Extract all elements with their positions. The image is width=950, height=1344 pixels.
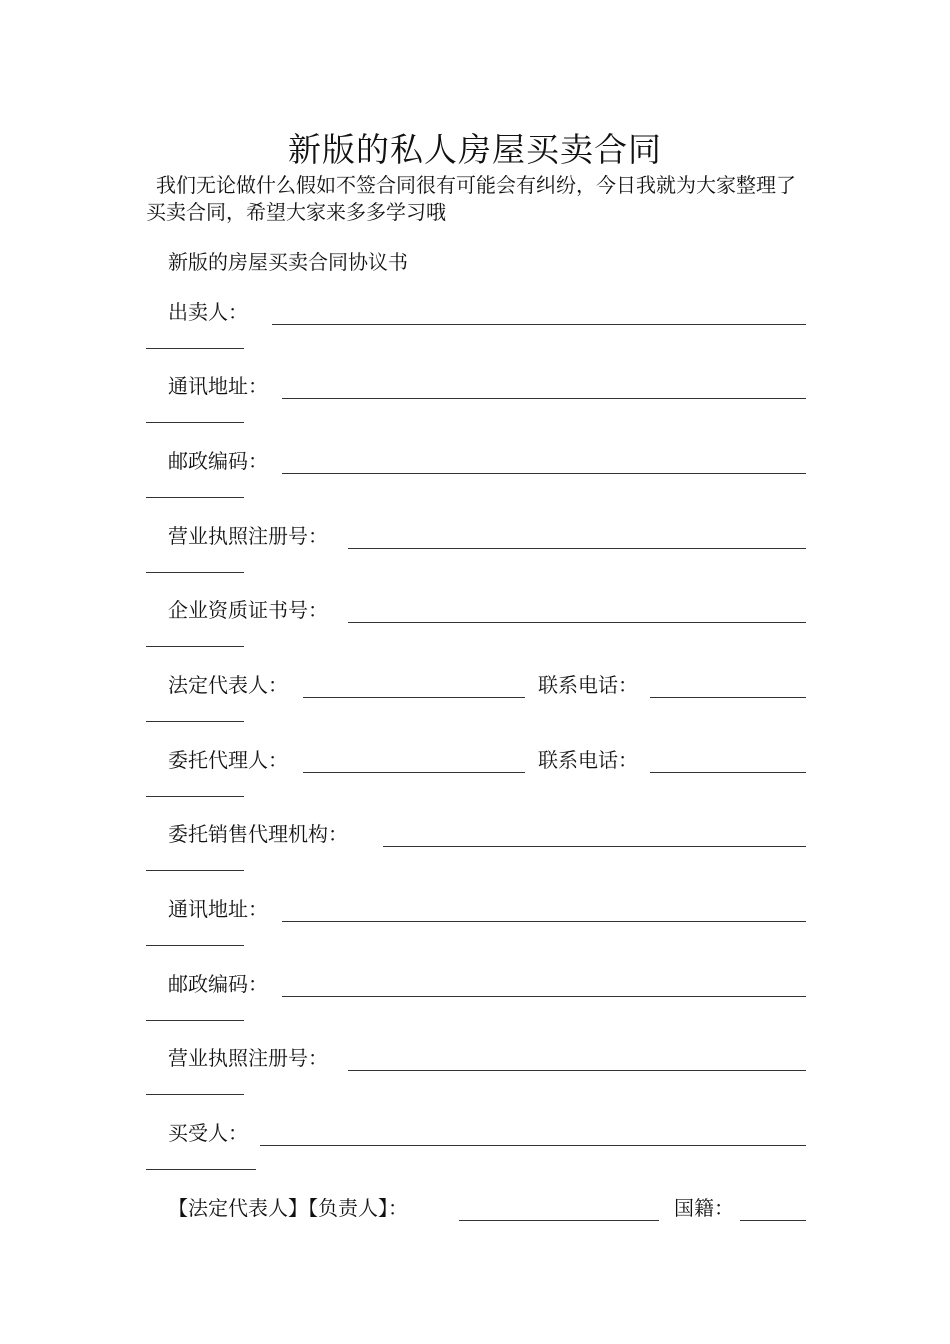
seller-address-label: 通讯地址： xyxy=(168,374,268,398)
seller-license-blank-continued xyxy=(146,572,244,573)
sales-agency-label: 委托销售代理机构： xyxy=(168,822,348,846)
seller-blank-continued xyxy=(146,348,244,349)
agency-postcode-field xyxy=(0,970,950,1030)
legal-rep-field xyxy=(0,671,950,731)
qualification-blank-continued xyxy=(146,646,244,647)
buyer-field xyxy=(0,1119,950,1179)
agent-phone-label: 联系电话： xyxy=(538,748,638,772)
agency-address-label: 通讯地址： xyxy=(168,897,268,921)
sales-agency-blank[interactable] xyxy=(383,846,806,847)
buyer-blank-continued xyxy=(146,1169,256,1170)
agency-address-blank-continued xyxy=(146,945,244,946)
agent-label: 委托代理人： xyxy=(168,748,288,772)
buyer-rep-blank[interactable] xyxy=(459,1220,659,1221)
seller-address-blank[interactable] xyxy=(282,398,806,399)
agency-address-blank[interactable] xyxy=(282,921,806,922)
seller-label: 出卖人： xyxy=(168,300,248,324)
qualification-field xyxy=(0,596,950,656)
qualification-label: 企业资质证书号： xyxy=(168,598,328,622)
legal-rep-phone-blank[interactable] xyxy=(650,697,806,698)
seller-license-field xyxy=(0,522,950,582)
agency-license-field xyxy=(0,1044,950,1104)
buyer-rep-label: 【法定代表人】【负责人】： xyxy=(168,1196,408,1220)
seller-address-blank-continued xyxy=(146,422,244,423)
seller-postcode-blank-continued xyxy=(146,497,244,498)
agency-postcode-blank-continued xyxy=(146,1020,244,1021)
agreement-subtitle: 新版的房屋买卖合同协议书 xyxy=(168,250,408,274)
sales-agency-field xyxy=(0,820,950,880)
seller-license-label: 营业执照注册号： xyxy=(168,524,328,548)
nationality-blank[interactable] xyxy=(740,1220,806,1221)
buyer-label: 买受人： xyxy=(168,1121,248,1145)
legal-rep-blank[interactable] xyxy=(303,697,525,698)
seller-license-blank[interactable] xyxy=(348,548,806,549)
document-title: 新版的私人房屋买卖合同 xyxy=(288,130,662,169)
agency-license-blank-continued xyxy=(146,1094,244,1095)
intro-paragraph: 我们无论做什么假如不签合同很有可能会有纠纷，今日我就为大家整理了买卖合同，希望大家来多多学习哦 xyxy=(146,173,796,224)
buyer-rep-field xyxy=(0,1194,950,1254)
agent-field xyxy=(0,746,950,806)
nationality-label: 国籍： xyxy=(674,1196,734,1220)
seller-postcode-blank[interactable] xyxy=(282,473,806,474)
legal-rep-blank-continued xyxy=(146,721,244,722)
agency-postcode-blank[interactable] xyxy=(282,996,806,997)
agency-license-label: 营业执照注册号： xyxy=(168,1046,328,1070)
seller-address-field xyxy=(0,372,950,432)
legal-rep-phone-label: 联系电话： xyxy=(538,673,638,697)
agent-phone-blank[interactable] xyxy=(650,772,806,773)
agency-license-blank[interactable] xyxy=(348,1070,806,1071)
seller-field xyxy=(0,298,950,358)
seller-postcode-label: 邮政编码： xyxy=(168,449,268,473)
buyer-blank[interactable] xyxy=(260,1145,806,1146)
legal-rep-label: 法定代表人： xyxy=(168,673,288,697)
seller-blank[interactable] xyxy=(272,324,806,325)
sales-agency-blank-continued xyxy=(146,870,244,871)
agent-blank-continued xyxy=(146,796,244,797)
agent-blank[interactable] xyxy=(303,772,525,773)
agency-postcode-label: 邮政编码： xyxy=(168,972,268,996)
agency-address-field xyxy=(0,895,950,955)
seller-postcode-field xyxy=(0,447,950,507)
qualification-blank[interactable] xyxy=(348,622,806,623)
